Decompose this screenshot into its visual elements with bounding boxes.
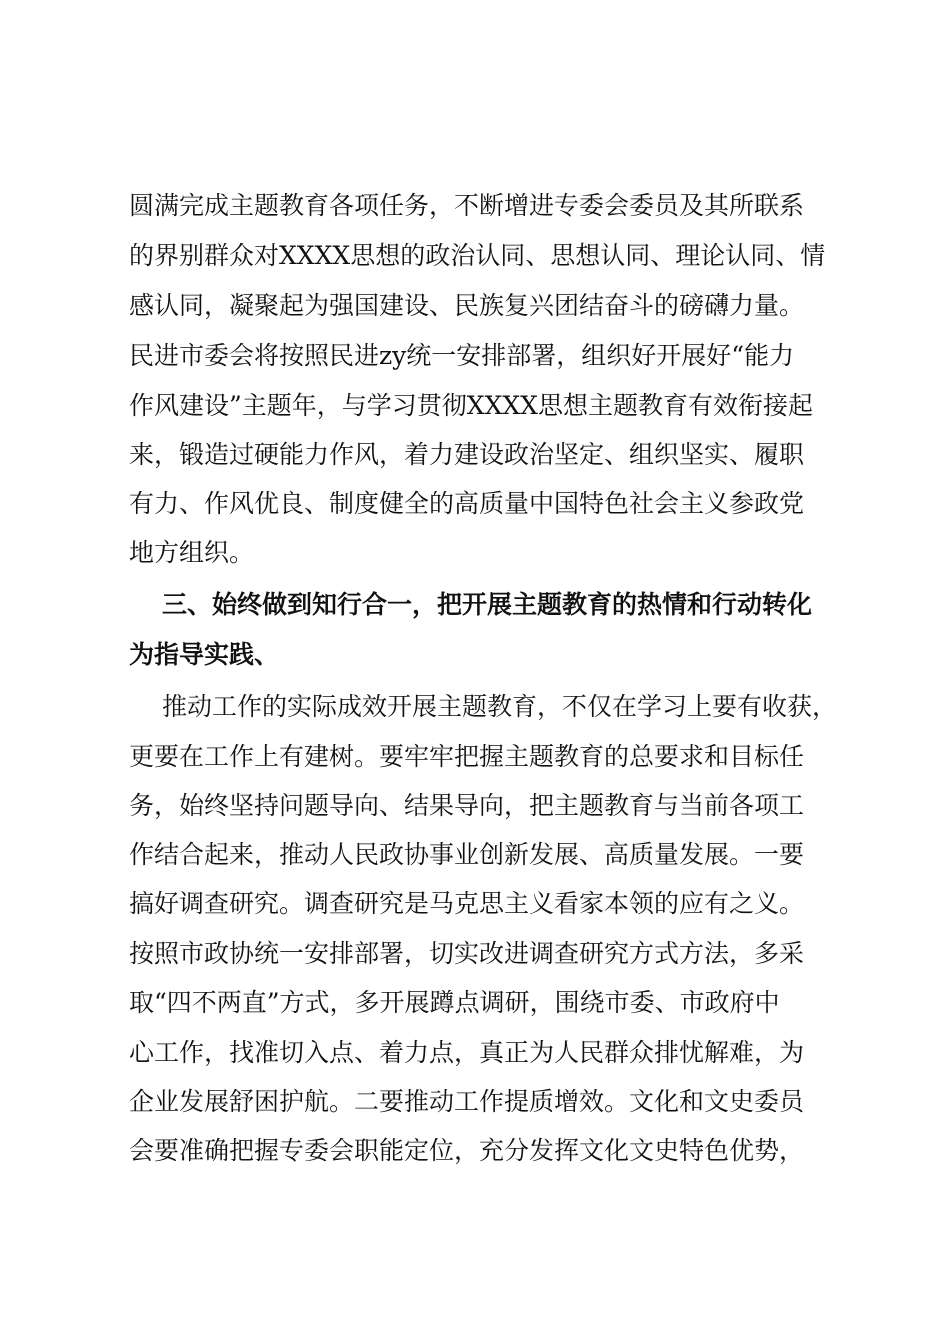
paragraph-first-line: 推动工作的实际成效开展主题教育，不仅在学习上要有收获， [162, 692, 838, 721]
body-line: 有力、作风优良、制度健全的高质量中国特色社会主义参政党 [129, 489, 805, 518]
body-line: 来，锻造过硬能力作风，着力建设政治坚定、组织坚实、履职 [129, 440, 805, 469]
body-line: 取“四不两直”方式，多开展蹲点调研，围绕市委、市政府中 [129, 988, 780, 1017]
section-heading-line: 三、始终做到知行合一，把开展主题教育的热情和行动转化 [162, 590, 813, 619]
body-line: 民进市委会将按照民进zy统一安排部署，组织好开展好“能力 [129, 341, 795, 370]
body-line: 作风建设”主题年，与学习贯彻XXXX思想主题教育有效衔接起 [129, 391, 813, 420]
body-line: 企业发展舒困护航。二要推动工作提质增效。文化和文史委员 [129, 1087, 805, 1116]
body-line: 更要在工作上有建树。要牢牢把握主题教育的总要求和目标任 [129, 742, 805, 771]
body-line: 圆满完成主题教育各项任务，不断增进专委会委员及其所联系 [129, 191, 805, 220]
body-line: 会要准确把握专委会职能定位，充分发挥文化文史特色优势， [129, 1136, 805, 1165]
body-line: 搞好调查研究。调查研究是马克思主义看家本领的应有之义。 [129, 889, 805, 918]
body-line: 感认同，凝聚起为强国建设、民族复兴团结奋斗的磅礴力量。 [129, 291, 805, 320]
body-line: 务，始终坚持问题导向、结果导向，把主题教育与当前各项工 [129, 791, 805, 820]
section-heading-line: 为指导实践、 [129, 640, 280, 669]
body-line: 地方组织。 [129, 538, 255, 567]
body-line: 按照市政协统一安排部署，切实改进调查研究方式方法，多采 [129, 939, 805, 968]
body-line: 心工作，找准切入点、着力点，真正为人民群众排忧解难，为 [129, 1038, 805, 1067]
body-line: 作结合起来，推动人民政协事业创新发展、高质量发展。一要 [129, 840, 805, 869]
body-line: 的界别群众对XXXX思想的政治认同、思想认同、理论认同、情 [129, 241, 826, 270]
